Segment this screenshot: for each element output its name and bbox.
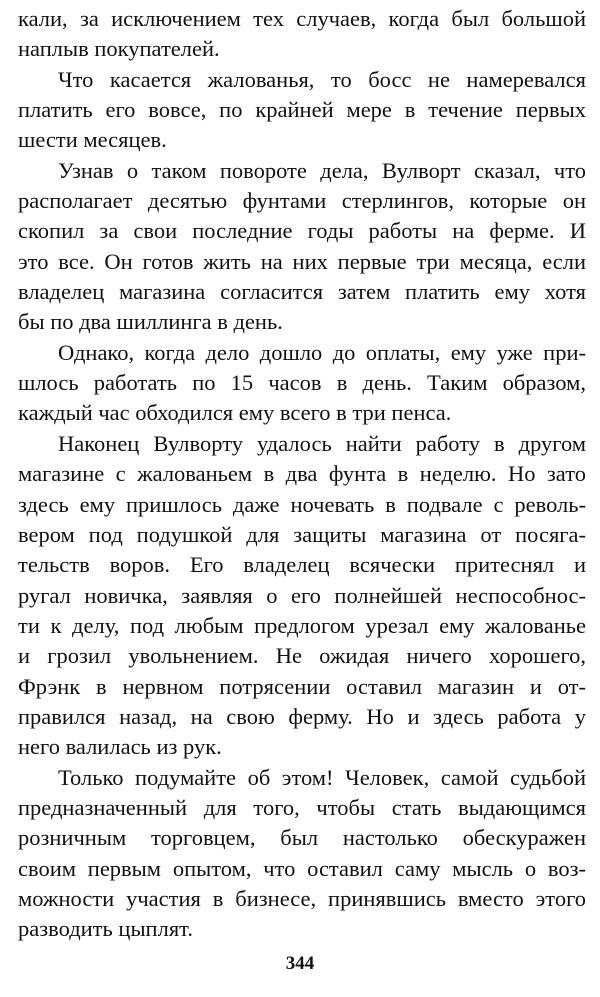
text-line: бы по два шиллинга в день. — [18, 309, 283, 335]
text-line: Фрэнк в нервном потрясении оставил магазин и от- — [18, 673, 586, 699]
text-line: разводить цыплят. — [18, 916, 193, 942]
text-line: Что касается жалованья, то босс не намеревался — [58, 66, 586, 92]
text-line: него валилась из рук. — [18, 734, 222, 760]
text-line: Узнав о таком повороте дела, Вулворт сказал, что — [58, 157, 586, 183]
text-line: здесь ему пришлось даже ночевать в подвале с револь- — [18, 491, 586, 517]
text-line: Однако, когда дело дошло до оплаты, ему уже при- — [58, 339, 586, 365]
text-line: правился назад, на свою ферму. Но и здесь работа у — [18, 703, 586, 729]
text-line: кали, за исключением тех случаев, когда был большой — [18, 6, 586, 31]
paragraph — [18, 65, 586, 156]
paragraph — [18, 4, 586, 65]
text-line: это все. Он готов жить на них первые три месяца, если — [18, 248, 586, 274]
text-line: каждый час обходился ему всего в три пенса. — [18, 400, 452, 426]
text-line: шести месяцев. — [18, 127, 167, 153]
paragraph — [18, 429, 586, 763]
text-line: тельств воров. Его владелец всячески притеснял и — [18, 552, 586, 578]
paragraph — [18, 338, 586, 429]
text-line: Наконец Вулворту удалось найти работу в другом — [58, 430, 586, 456]
text-line: ругал новичка, заявляя о его полнейшей неспособнос- — [18, 582, 586, 608]
text-line: и грозил увольнением. Не ожидая ничего хорошего, — [18, 643, 586, 669]
text-line: розничным торговцем, был настолько обескуражен — [18, 825, 586, 851]
page-body — [18, 4, 586, 945]
text-line: своим первым опытом, что оставил саму мысль о воз- — [18, 855, 586, 881]
text-line: скопил за свои последние годы работы на ферме. И — [18, 218, 586, 244]
paragraph — [18, 156, 586, 338]
text-line: платить его вовсе, по крайней мере в течение первых — [18, 97, 586, 123]
text-line: ти к делу, под любым предлогом урезал ему жалованье — [18, 612, 586, 638]
text-line: располагает десятью фунтами стерлингов, которые он — [18, 188, 586, 214]
text-line: владелец магазина согласится затем платить ему хотя — [18, 279, 586, 305]
page-number: 344 — [285, 953, 315, 974]
text-line: наплыв покупателей. — [18, 36, 220, 62]
text-line: Только подумайте об этом! Человек, самой судьбой — [58, 764, 586, 790]
text-line: можности участия в бизнесе, принявшись вместо этого — [18, 885, 586, 911]
paragraph — [18, 763, 586, 945]
text-line: предназначенный для того, чтобы стать выдающимся — [18, 794, 586, 820]
text-line: шлось работать по 15 часов в день. Таким образом, — [18, 370, 586, 396]
text-line: вером под подушкой для защиты магазина от посяга- — [18, 521, 586, 547]
text-line: магазине с жалованьем в два фунта в неделю. Но зато — [18, 461, 586, 487]
